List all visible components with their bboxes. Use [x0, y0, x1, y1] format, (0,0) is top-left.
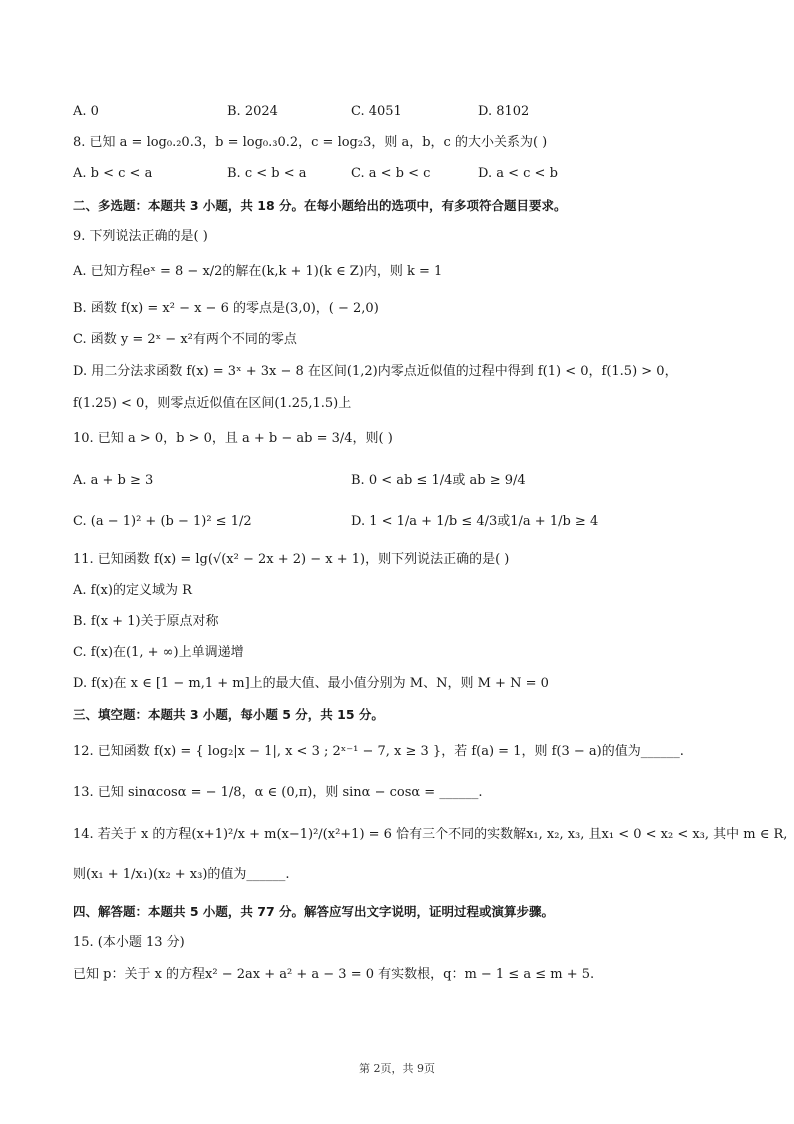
- q14-line2: 则(x₁ + 1/x₁)(x₂ + x₃)的值为______.: [73, 867, 290, 882]
- q9-option-c: C. 函数 y = 2ˣ − x²有两个不同的零点: [73, 332, 297, 347]
- q10-option-c: C. (a − 1)² + (b − 1)² ≤ 1/2: [73, 514, 252, 529]
- q13-text: 13. 已知 sinαcosα = − 1/8，α ∈ (0,π)，则 sinα − cosα = ______.: [73, 785, 483, 800]
- q8-option-d: D. a < c < b: [478, 166, 558, 181]
- q8-option-c: C. a < b < c: [351, 166, 431, 181]
- page-footer: 第 2页，共 9页: [359, 1062, 435, 1075]
- q10-option-a: A. a + b ≥ 3: [73, 473, 154, 488]
- q8-option-b: B. c < b < a: [227, 166, 307, 181]
- q9-option-a: A. 已知方程eˣ = 8 − x/2的解在(k,k + 1)(k ∈ Z)内，则 k = 1: [73, 264, 443, 279]
- q11-option-c: C. f(x)在(1, + ∞)上单调递增: [73, 645, 244, 660]
- q10-stem: 10. 已知 a > 0，b > 0，且 a + b − ab = 3/4，则( ): [73, 431, 393, 446]
- q9-option-b: B. 函数 f(x) = x² − x − 6 的零点是(3,0)，( − 2,0): [73, 301, 379, 316]
- q8-stem: 8. 已知 a = log₀.₂0.3，b = log₀.₃0.2，c = log₂3，则 a，b，c 的大小关系为( ): [73, 135, 548, 150]
- q9-stem: 9. 下列说法正确的是( ): [73, 229, 208, 244]
- section-3-heading: 三、填空题：本题共 3 小题，每小题 5 分，共 15 分。: [73, 707, 384, 722]
- q15-title: 15. (本小题 13 分): [73, 935, 185, 950]
- q14-line1: 14. 若关于 x 的方程(x+1)²/x + m(x−1)²/(x²+1) = 6 恰有三个不同的实数解x₁, x₂, x₃, 且x₁ < 0 < x₂ < x₃, 其中 m ∈ R,: [73, 827, 788, 842]
- q11-option-a: A. f(x)的定义域为 R: [73, 583, 192, 598]
- q7-option-d: D. 8102: [478, 104, 530, 119]
- q9-option-d-line1: D. 用二分法求函数 f(x) = 3ˣ + 3x − 8 在区间(1,2)内零点近似值的过程中得到 f(1) < 0，f(1.5) > 0，: [73, 364, 678, 379]
- section-2-heading: 二、多选题：本题共 3 小题，共 18 分。在每小题给出的选项中，有多项符合题目要求。: [73, 198, 567, 213]
- q8-option-a: A. b < c < a: [73, 166, 153, 181]
- q11-option-b: B. f(x + 1)关于原点对称: [73, 614, 219, 629]
- q9-option-d-line2: f(1.25) < 0，则零点近似值在区间(1.25,1.5)上: [73, 396, 352, 411]
- q10-option-b: B. 0 < ab ≤ 1/4或 ab ≥ 9/4: [351, 473, 526, 488]
- q10-option-d: D. 1 < 1/a + 1/b ≤ 4/3或1/a + 1/b ≥ 4: [351, 514, 599, 529]
- q7-option-c: C. 4051: [351, 104, 402, 119]
- q7-option-b: B. 2024: [227, 104, 278, 119]
- q7-option-a: A. 0: [73, 104, 99, 119]
- section-4-heading: 四、解答题：本题共 5 小题，共 77 分。解答应写出文字说明，证明过程或演算步骤。: [73, 904, 555, 919]
- q12-text: 12. 已知函数 f(x) = { log₂|x − 1|, x < 3 ; 2ˣ⁻¹ − 7, x ≥ 3 }，若 f(a) = 1，则 f(3 − a)的值为______.: [73, 744, 684, 759]
- q11-stem: 11. 已知函数 f(x) = lg(√(x² − 2x + 2) − x + 1)，则下列说法正确的是( ): [73, 552, 510, 567]
- q15-text: 已知 p：关于 x 的方程x² − 2ax + a² + a − 3 = 0 有实数根，q：m − 1 ≤ a ≤ m + 5.: [73, 967, 595, 982]
- q11-option-d: D. f(x)在 x ∈ [1 − m,1 + m]上的最大值、最小值分别为 M、N，则 M + N = 0: [73, 676, 549, 691]
